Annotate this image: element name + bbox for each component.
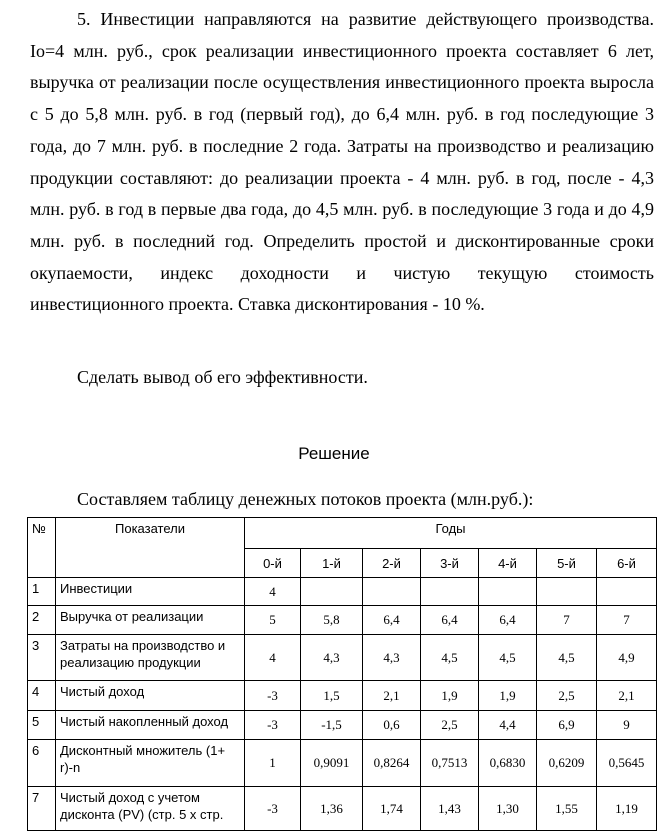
table-row — [28, 787, 657, 831]
table-row — [28, 711, 657, 740]
table-cell: 4 — [245, 635, 301, 681]
cash-flow-table — [27, 517, 657, 831]
table-cell: 5 — [245, 606, 301, 635]
row-label: Затраты на производство и реализацию продукции — [56, 635, 245, 681]
table-cell: 4,5 — [479, 635, 537, 681]
row-num: 5 — [28, 711, 56, 740]
table-cell — [597, 578, 657, 606]
table-row — [28, 635, 657, 681]
table-cell: 2,5 — [537, 681, 597, 711]
row-num: 6 — [28, 740, 56, 787]
row-num: 3 — [28, 635, 56, 681]
table-cell: 1,36 — [301, 787, 363, 831]
table-cell: 6,4 — [479, 606, 537, 635]
year-header: 3-й — [421, 549, 479, 578]
table-cell: -3 — [245, 681, 301, 711]
table-cell: -1,5 — [301, 711, 363, 740]
table-cell: 1,74 — [363, 787, 421, 831]
problem-statement: 5. Инвестиции направляются на развитие действующего производства. Io=4 млн. руб., срок реализации инвестиционного проекта составляет 6 лет, выручка от реализации после осуществления инвестиционного проекта выросла с 5 до 5,8 млн. руб. в год (первый год), до 6,4 млн. руб. в год последующие 3 года, до 7 млн. руб. в последние 2 года. Затраты на производство и реализацию продукции составляют: до реализации проекта - 4 млн. руб. в год, после - 4,3 млн. руб. в год в первые два года, до 4,5 млн. руб. в последующие 3 года и до 4,9 млн. руб. в последний год. Определить простой и дисконтированные сроки окупаемости, индекс доходности и чистую текущую стоимость инвестиционного проекта. Ставка дисконтирования - 10 %. — [30, 9, 654, 315]
table-row — [28, 606, 657, 635]
row-label: Чистый доход — [56, 681, 245, 711]
header-years: Годы — [245, 518, 657, 549]
table-cell: 1 — [245, 740, 301, 787]
table-cell: 2,1 — [363, 681, 421, 711]
table-cell: 5,8 — [301, 606, 363, 635]
table-cell: 4,3 — [363, 635, 421, 681]
row-label: Чистый доход с учетом дисконта (PV) (стр. 5 х стр. — [56, 787, 245, 831]
table-cell: 4 — [245, 578, 301, 606]
table-cell: 7 — [537, 606, 597, 635]
table-cell: 4,5 — [537, 635, 597, 681]
table-cell: 1,9 — [421, 681, 479, 711]
table-cell: 0,5645 — [597, 740, 657, 787]
table-cell: 2,5 — [421, 711, 479, 740]
table-cell: 0,6209 — [537, 740, 597, 787]
table-intro: Составляем таблицу денежных потоков проекта (млн.руб.): — [77, 489, 534, 509]
row-num: 2 — [28, 606, 56, 635]
table-cell: 4,3 — [301, 635, 363, 681]
table-cell: 1,5 — [301, 681, 363, 711]
table-cell: 7 — [597, 606, 657, 635]
year-header: 5-й — [537, 549, 597, 578]
table-cell: 1,43 — [421, 787, 479, 831]
table-cell: 0,8264 — [363, 740, 421, 787]
table-cell: 6,4 — [421, 606, 479, 635]
table-cell: 6,9 — [537, 711, 597, 740]
row-label: Инвестиции — [56, 578, 245, 606]
year-header: 2-й — [363, 549, 421, 578]
table-cell: 1,55 — [537, 787, 597, 831]
table-cell: 0,9091 — [301, 740, 363, 787]
table-cell: 1,30 — [479, 787, 537, 831]
table-cell: 4,9 — [597, 635, 657, 681]
table-cell: 0,6830 — [479, 740, 537, 787]
table-cell — [537, 578, 597, 606]
table-cell — [363, 578, 421, 606]
table-row — [28, 681, 657, 711]
table-cell: -3 — [245, 787, 301, 831]
table-header-row — [28, 518, 657, 549]
table-row — [28, 578, 657, 606]
row-num: 7 — [28, 787, 56, 831]
year-header: 6-й — [597, 549, 657, 578]
row-num: 4 — [28, 681, 56, 711]
row-label: Выручка от реализации — [56, 606, 245, 635]
table-cell: -3 — [245, 711, 301, 740]
table-cell: 0,6 — [363, 711, 421, 740]
row-label: Дисконтный множитель (1+ r)-n — [56, 740, 245, 787]
task-statement: Сделать вывод об его эффективности. — [77, 367, 368, 387]
table-cell — [301, 578, 363, 606]
table-cell: 9 — [597, 711, 657, 740]
header-indicator: Показатели — [56, 518, 245, 578]
row-label: Чистый накопленный доход — [56, 711, 245, 740]
year-header: 4-й — [479, 549, 537, 578]
table-cell — [479, 578, 537, 606]
row-num: 1 — [28, 578, 56, 606]
header-num: № — [28, 518, 56, 578]
year-header: 1-й — [301, 549, 363, 578]
table-cell: 4,5 — [421, 635, 479, 681]
table-cell: 4,4 — [479, 711, 537, 740]
table-cell: 1,19 — [597, 787, 657, 831]
table-cell: 2,1 — [597, 681, 657, 711]
table-cell: 0,7513 — [421, 740, 479, 787]
year-header: 0-й — [245, 549, 301, 578]
table-cell: 6,4 — [363, 606, 421, 635]
table-cell — [421, 578, 479, 606]
table-row — [28, 740, 657, 787]
table-cell: 1,9 — [479, 681, 537, 711]
solution-title: Решение — [298, 444, 370, 463]
